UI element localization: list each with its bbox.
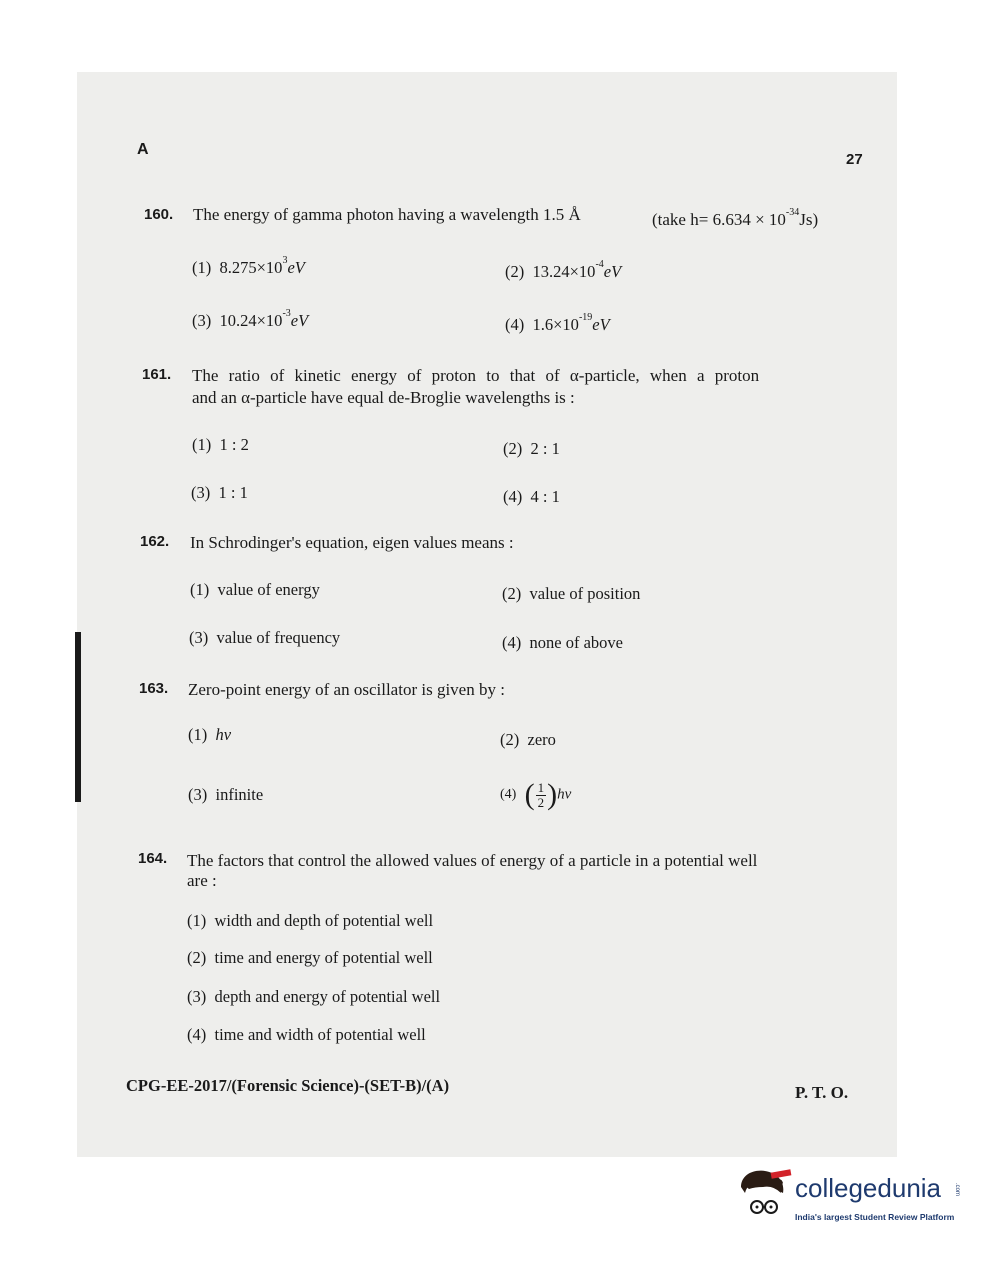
option: (4) time and width of potential well — [187, 1025, 426, 1044]
option: (4) 4 : 1 — [503, 487, 560, 506]
option: (4) none of above — [502, 633, 623, 652]
brand-watermark: collegedunia .com India's largest Student Review Platform — [735, 1165, 965, 1225]
option: (1) hν — [188, 725, 232, 744]
question-number: 162. — [140, 533, 170, 550]
option: (3) depth and energy of potential well — [187, 987, 441, 1006]
question-constant: (take $h= 6.634 \times 10^{-34}Js$) — [652, 207, 819, 229]
mascot-icon — [735, 1165, 795, 1225]
option: (4) ( 1 2 ) hν — [500, 778, 572, 811]
question-number: 160. — [144, 206, 174, 223]
option: (1) width and depth of potential well — [187, 911, 434, 930]
option: (3) $10.24\times 10^{-3}eV$ — [192, 308, 309, 330]
question-text: In Schrodinger's equation, eigen values means : — [190, 533, 514, 552]
question-text: Zero-point energy of an oscillator is given by : — [188, 680, 505, 699]
option: (3) 1 : 1 — [191, 483, 248, 502]
option: (3) infinite — [188, 785, 264, 804]
question-text: The factors that control the allowed values of energy of a particle in a potential well — [187, 851, 758, 870]
option: (2) 2 : 1 — [503, 439, 560, 458]
question-number: 163. — [139, 680, 169, 697]
option: (1) value of energy — [190, 580, 320, 599]
question-number: 164. — [138, 850, 168, 867]
question-text: The energy of gamma photon having a wavelength 1.5 Å — [193, 205, 581, 224]
set-letter: A — [137, 141, 149, 158]
option: (2) zero — [500, 730, 556, 749]
question-number: 161. — [142, 366, 172, 383]
half-fraction: ( 1 2 ) — [524, 778, 558, 811]
option: (3) value of frequency — [189, 628, 341, 647]
option: (2) time and energy of potential well — [187, 948, 433, 967]
page-number: 27 — [846, 151, 863, 168]
question-text: and an α-particle have equal de-Broglie wavelengths is : — [192, 388, 575, 407]
question-text: The ratio of kinetic energy of proton to that of α-particle, when a proton — [192, 366, 760, 385]
question-text: are : — [187, 871, 217, 890]
option: (1) 1 : 2 — [192, 435, 249, 454]
please-turn-over: P. T. O. — [795, 1083, 849, 1102]
paper-code: CPG-EE-2017/(Forensic Science)-(SET-B)/(A) — [126, 1076, 450, 1095]
option: (1) $8.275\times 10^3eV$ — [192, 255, 305, 277]
option: (2) value of position — [502, 584, 641, 603]
option: (2) $13.24\times 10^{-4}eV$ — [505, 259, 622, 281]
option: (4) $1.6\times 10^{-19}eV$ — [505, 312, 610, 334]
